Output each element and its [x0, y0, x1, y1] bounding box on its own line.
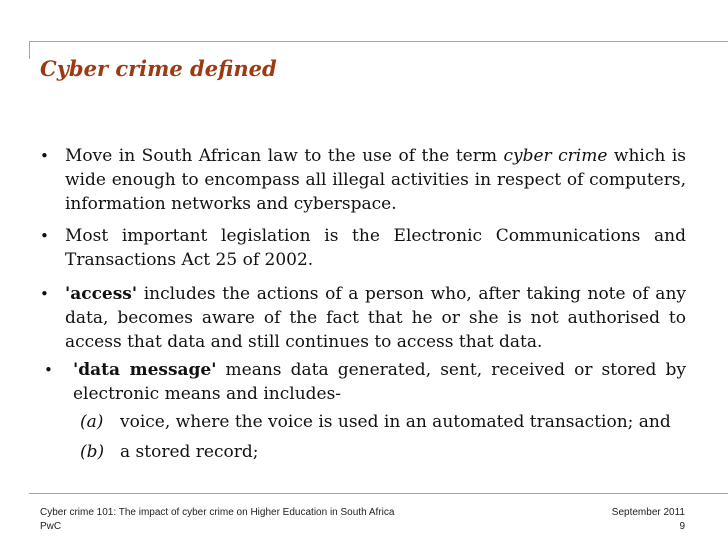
bullet-text — [65, 144, 686, 216]
bullet-item-data-message — [44, 358, 686, 406]
footer-rule — [29, 493, 728, 494]
sub-item-text: a stored record; — [120, 442, 259, 462]
slide-title: Cyber crime defined — [40, 56, 277, 81]
footer-presentation-title: Cyber crime 101: The impact of cyber crime on Higher Education in South Africa — [40, 507, 395, 518]
bullet-text-part: which is wide enough to encompass all illegal activities in respect of computers, information networks and cyberspace. — [65, 146, 686, 214]
bullet-emphasis: cyber crime — [503, 146, 608, 166]
defined-term: 'access' — [65, 284, 138, 304]
bullet-text — [65, 282, 686, 354]
sub-item-label: (a) — [80, 412, 104, 432]
bullet-text-part: includes the actions of a person who, after taking note of any data, becomes aware of the fact that he or she is not authorised to access that data and still continues to access that data. — [65, 284, 686, 352]
sub-item-a — [80, 410, 671, 434]
header-rule-vertical — [29, 41, 30, 59]
bullet-marker: • — [44, 361, 53, 379]
bullet-marker: • — [40, 285, 49, 303]
bullet-item-access — [40, 282, 686, 354]
bullet-marker: • — [40, 147, 49, 165]
bullet-item-legislation — [40, 224, 686, 272]
bullet-marker: • — [40, 227, 49, 245]
header-rule — [29, 41, 728, 42]
bullet-text: Most important legislation is the Electronic Communications and Transactions Act 25 of 2002. — [65, 226, 686, 270]
footer-date: September 2011 — [611, 507, 685, 518]
bullet-text-part: means data generated, sent, received or stored by electronic means and includes- — [73, 360, 686, 404]
bullet-text — [73, 358, 686, 406]
footer-page-number: 9 — [679, 521, 685, 532]
bullet-text-part: Move in South African law to the use of the term — [65, 146, 504, 166]
sub-item-b — [80, 440, 258, 464]
sub-item-label: (b) — [80, 442, 105, 462]
footer-company: PwC — [40, 521, 62, 532]
defined-term: 'data message' — [73, 360, 217, 380]
sub-item-text: voice, where the voice is used in an automated transaction; and — [120, 412, 671, 432]
bullet-item-cyber-crime — [40, 144, 686, 216]
